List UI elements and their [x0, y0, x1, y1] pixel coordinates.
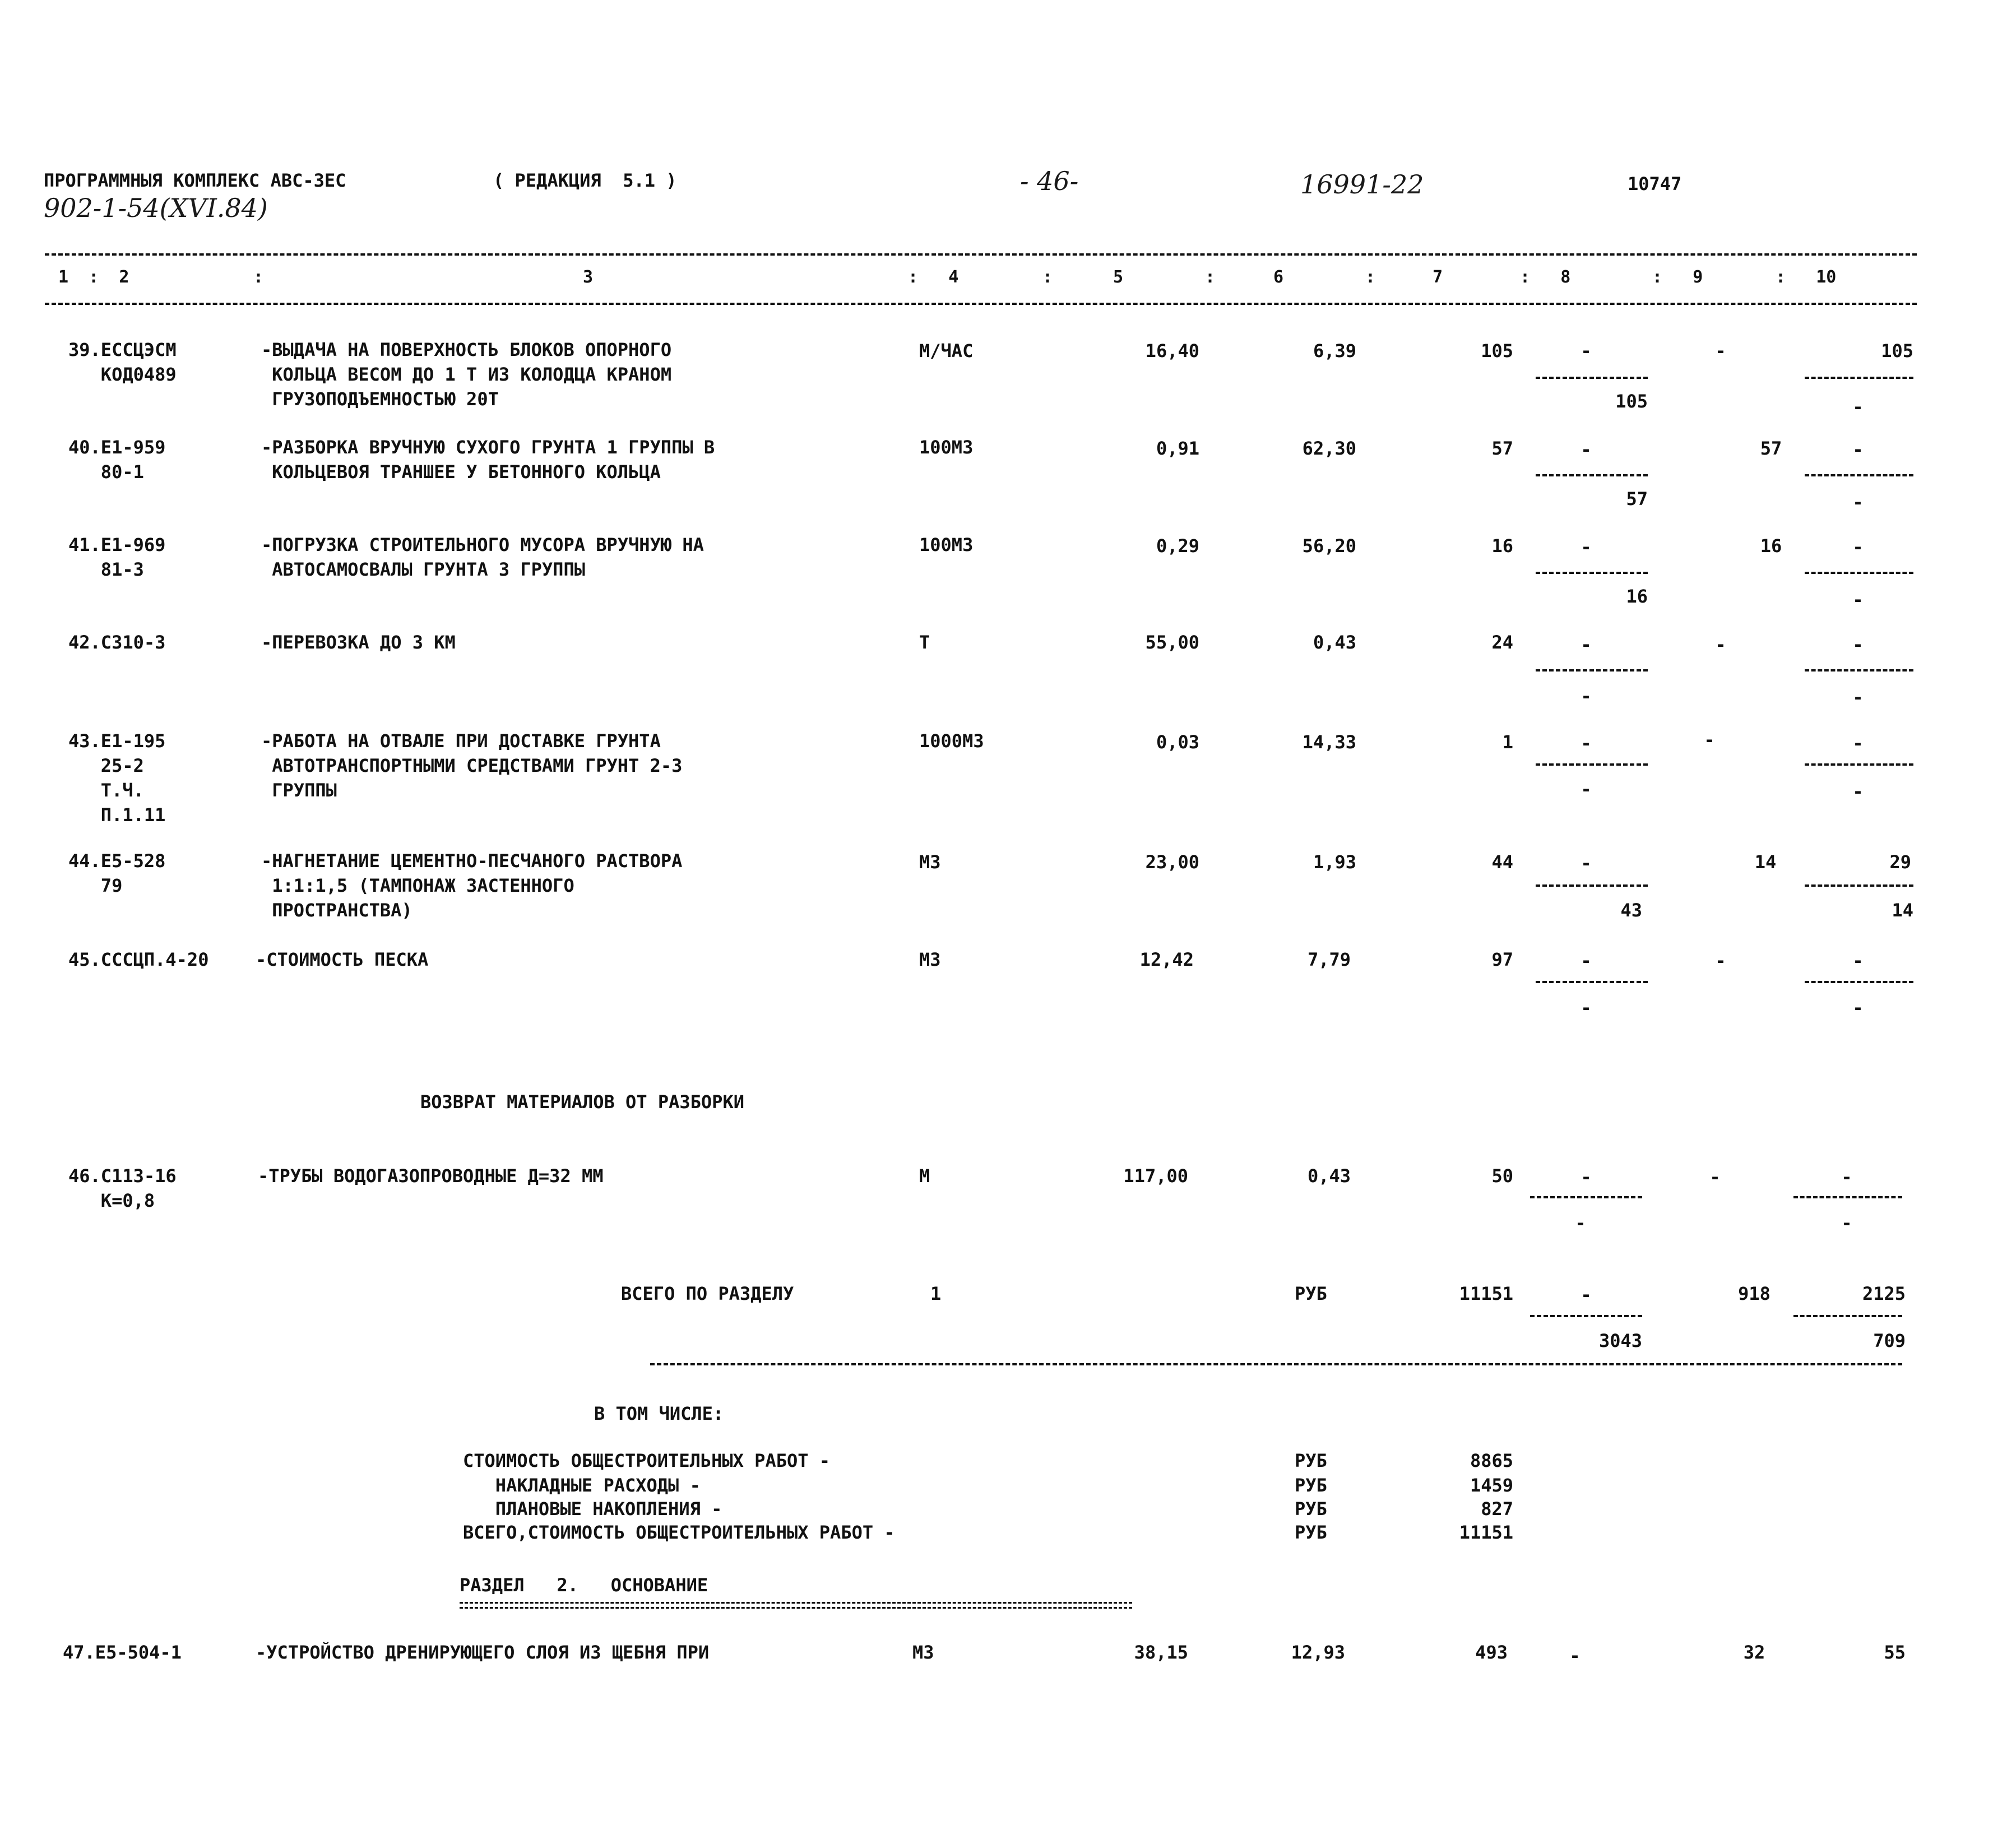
- col-sep: :: [1365, 267, 1376, 287]
- document-code: 16991-22: [1300, 169, 1424, 200]
- row-total: 16: [1491, 535, 1513, 557]
- row-col8-rule: [1536, 377, 1648, 379]
- row-col8-bottom: -: [1575, 1212, 1586, 1234]
- page-number: - 46-: [1020, 166, 1079, 196]
- totals-divider: [650, 1363, 1902, 1365]
- row-quantity: 0,29: [1156, 535, 1199, 557]
- col-1-2: 1 : 2: [58, 267, 129, 287]
- row-description: -ТРУБЫ ВОДОГАЗОПРОВОДНЫЕ Д=32 ММ: [258, 1165, 604, 1187]
- row-col8-bottom: 57: [1626, 488, 1648, 510]
- row-col8-top: -: [1581, 340, 1592, 362]
- row-col9: -: [1715, 340, 1726, 362]
- row-total: 105: [1481, 340, 1513, 362]
- row-col10-rule: [1805, 884, 1913, 887]
- row-col8-rule: [1530, 1196, 1642, 1198]
- row-quantity: 0,03: [1156, 731, 1199, 753]
- row-description: -СТОИМОСТЬ ПЕСКА: [256, 949, 429, 970]
- row-unit-price: 62,30: [1302, 438, 1356, 459]
- col-5: 5: [1113, 267, 1124, 287]
- row-col10-top: -: [1852, 536, 1864, 558]
- row-col8-top: -: [1581, 1166, 1592, 1188]
- row-col8-bottom: 16: [1626, 586, 1648, 607]
- row-col9: 14: [1754, 851, 1777, 873]
- col-8: : 8: [1520, 267, 1571, 287]
- totals-col8-rule: [1530, 1315, 1642, 1317]
- row-code: 46.С113-16 К=0,8: [68, 1165, 177, 1211]
- row-col8-top: -: [1581, 536, 1592, 558]
- row-col10-bottom: -: [1852, 396, 1864, 418]
- header-rule-bottom: [45, 303, 1917, 305]
- row-unit-price: 0,43: [1307, 1165, 1351, 1187]
- row-code: 40.Е1-959 80-1: [68, 437, 166, 483]
- totals-col9: 918: [1738, 1283, 1770, 1304]
- col-10: : 10: [1776, 267, 1837, 287]
- row-col9: 16: [1760, 535, 1782, 557]
- row-col10-rule: [1805, 474, 1913, 476]
- totals-section-number: 1: [930, 1283, 942, 1304]
- row-col8-bottom: -: [1581, 997, 1592, 1018]
- row-col10-bottom: -: [1852, 589, 1864, 610]
- row-code: 45.СССЦП.4-20: [68, 949, 209, 970]
- row-quantity: 117,00: [1123, 1165, 1188, 1187]
- totals-col10-rule: [1793, 1315, 1902, 1317]
- row-quantity: 16,40: [1145, 340, 1199, 362]
- row-col8-top: -: [1581, 733, 1592, 754]
- row-total: 1: [1502, 731, 1513, 753]
- row-col10-top: -: [1852, 439, 1864, 460]
- totals-col8-top: -: [1581, 1284, 1592, 1305]
- including-line-value: 1459: [1470, 1475, 1513, 1496]
- row-description: -ПОГРУЗКА СТРОИТЕЛЬНОГО МУСОРА ВРУЧНУЮ НА АВТОСАМОСВАЛЫ ГРУНТА 3 ГРУППЫ: [261, 534, 704, 580]
- row-unit-price: 6,39: [1313, 340, 1356, 362]
- row-quantity: 55,00: [1145, 632, 1199, 653]
- row-quantity: 23,00: [1145, 851, 1199, 873]
- row-description: -НАГНЕТАНИЕ ЦЕМЕНТНО-ПЕСЧАНОГО РАСТВОРА 1:1:1,5 (ТАМПОНАЖ ЗАСТЕННОГО ПРОСТРАНСТВА): [261, 850, 683, 921]
- row-col10-bottom: -: [1852, 997, 1864, 1018]
- row-code: 44.Е5-528 79: [68, 850, 166, 896]
- row-code: 47.Е5-504-1: [63, 1642, 182, 1663]
- row-col8-rule: [1536, 669, 1648, 671]
- row-description: -ВЫДАЧА НА ПОВЕРХНОСТЬ БЛОКОВ ОПОРНОГО КОЛЬЦА ВЕСОМ ДО 1 Т ИЗ КОЛОДЦА КРАНОМ ГРУЗОПОДЪЕМНОСТЬЮ 20Т: [261, 339, 672, 410]
- row-col9: -: [1709, 1166, 1721, 1188]
- row-col8-bottom: 105: [1615, 391, 1648, 412]
- row-col8-bottom: 43: [1620, 900, 1642, 921]
- including-line-value: 8865: [1470, 1450, 1513, 1471]
- row-total: 57: [1491, 438, 1513, 459]
- section-heading: ВОЗВРАТ МАТЕРИАЛОВ ОТ РАЗБОРКИ: [420, 1091, 744, 1113]
- including-line-unit: РУБ: [1295, 1450, 1327, 1471]
- row-unit: М3: [919, 949, 941, 970]
- row-unit-price: 0,43: [1313, 632, 1356, 653]
- row-unit-price: 56,20: [1302, 535, 1356, 557]
- document-number: 10747: [1628, 173, 1682, 194]
- row-code: 42.С310-3: [68, 632, 166, 653]
- row-code: 43.Е1-195 25-2 Т.Ч. П.1.11: [68, 730, 166, 826]
- row-col9: 32: [1743, 1642, 1765, 1663]
- program-title: ПРОГРАММНЫЯ КОМПЛЕКС АВС-ЗЕС: [44, 170, 346, 191]
- row-col8-rule: [1536, 763, 1648, 766]
- row-col8-bottom: -: [1581, 779, 1592, 800]
- col-6: 6: [1273, 267, 1284, 287]
- row-col10-rule: [1805, 763, 1913, 766]
- edition-label: ( РЕДАКЦИЯ 5.1 ): [493, 170, 677, 191]
- col-sep: :: [1205, 267, 1216, 287]
- row-col10-top: 105: [1881, 340, 1913, 362]
- including-label: В ТОМ ЧИСЛЕ:: [594, 1403, 724, 1424]
- row-quantity: 12,42: [1139, 949, 1194, 970]
- row-description: -РАБОТА НА ОТВАЛЕ ПРИ ДОСТАВКЕ ГРУНТА АВТОТРАНСПОРТНЫМИ СРЕДСТВАМИ ГРУНТ 2-3 ГРУППЫ: [261, 730, 683, 801]
- row-col8-top: -: [1581, 950, 1592, 971]
- including-line-unit: РУБ: [1295, 1475, 1327, 1496]
- row-col9: -: [1715, 950, 1726, 971]
- col-sep: :: [253, 267, 264, 287]
- row-unit-price: 1,93: [1313, 851, 1356, 873]
- row-total: 97: [1491, 949, 1513, 970]
- col-sep: :: [1042, 267, 1053, 287]
- row-col8: -: [1569, 1645, 1581, 1666]
- row-code: 39.ЕССЦЭСМ КОД0489: [68, 339, 177, 385]
- row-total: 50: [1491, 1165, 1513, 1187]
- col-3: 3: [583, 267, 594, 287]
- including-line-text: ПЛАНОВЫЕ НАКОПЛЕНИЯ -: [463, 1498, 722, 1520]
- row-col9: -: [1704, 729, 1715, 751]
- row-unit: М3: [912, 1642, 934, 1663]
- row-col10: 55: [1884, 1642, 1906, 1663]
- header-rule-top: [45, 253, 1917, 256]
- row-unit: 100М3: [919, 437, 974, 458]
- row-col8-top: -: [1581, 853, 1592, 874]
- row-unit-price: 7,79: [1307, 949, 1351, 970]
- row-col8-rule: [1536, 884, 1648, 887]
- row-col10-bottom: -: [1841, 1212, 1852, 1234]
- row-col9: -: [1715, 634, 1726, 655]
- row-total: 493: [1475, 1642, 1508, 1663]
- row-col10-top: -: [1852, 733, 1864, 754]
- including-line-text: НАКЛАДНЫЕ РАСХОДЫ -: [463, 1475, 701, 1496]
- row-col10-rule: [1805, 572, 1913, 574]
- including-line-value: 11151: [1459, 1522, 1513, 1543]
- row-col10-bottom: 14: [1892, 900, 1913, 921]
- including-line-unit: РУБ: [1295, 1522, 1327, 1543]
- row-col10-rule: [1805, 377, 1913, 379]
- row-col8-rule: [1536, 572, 1648, 574]
- row-col10-rule: [1805, 669, 1913, 671]
- row-total: 44: [1491, 851, 1513, 873]
- row-unit: М3: [919, 851, 941, 873]
- row-description: -ПЕРЕВОЗКА ДО 3 КМ: [261, 632, 456, 653]
- row-unit: Т: [919, 632, 930, 653]
- including-line-unit: РУБ: [1295, 1498, 1327, 1520]
- row-unit: 1000М3: [919, 730, 984, 752]
- project-code: 902-1-54(XVI.84): [44, 193, 268, 223]
- row-col8-bottom: -: [1581, 686, 1592, 707]
- including-line-text: ВСЕГО,СТОИМОСТЬ ОБЩЕСТРОИТЕЛЬНЫХ РАБОТ -: [463, 1522, 895, 1543]
- including-line-value: 827: [1481, 1498, 1513, 1520]
- row-col10-rule: [1805, 981, 1913, 983]
- row-unit-price: 12,93: [1291, 1642, 1345, 1663]
- row-unit: М/ЧАС: [919, 340, 974, 362]
- col-4: : 4: [908, 267, 959, 287]
- row-col9: 57: [1760, 438, 1782, 459]
- row-col10-top: -: [1852, 950, 1864, 971]
- totals-col10-bottom: 709: [1873, 1330, 1906, 1351]
- col-9: : 9: [1652, 267, 1703, 287]
- row-col10-rule: [1793, 1196, 1902, 1198]
- row-col10-bottom: -: [1852, 781, 1864, 802]
- row-col8-top: -: [1581, 634, 1592, 655]
- row-unit: 100М3: [919, 534, 974, 555]
- row-code: 41.Е1-969 81-3: [68, 534, 166, 580]
- row-total: 24: [1491, 632, 1513, 653]
- row-description: -УСТРОЙСТВО ДРЕНИРУЮЩЕГО СЛОЯ ИЗ ЩЕБНЯ ПРИ: [256, 1642, 710, 1663]
- row-col10-bottom: -: [1852, 492, 1864, 513]
- row-quantity: 0,91: [1156, 438, 1199, 459]
- row-unit-price: 14,33: [1302, 731, 1356, 753]
- row-col10-top: -: [1841, 1166, 1852, 1188]
- totals-total: 11151: [1459, 1283, 1513, 1304]
- row-col10-bottom: -: [1852, 687, 1864, 708]
- row-quantity: 38,15: [1134, 1642, 1188, 1663]
- row-col8-top: -: [1581, 439, 1592, 460]
- row-unit: М: [919, 1165, 930, 1187]
- row-col8-rule: [1536, 474, 1648, 476]
- totals-col8-bottom: 3043: [1598, 1330, 1642, 1351]
- row-col10-top: -: [1852, 634, 1864, 655]
- row-col10-top: 29: [1889, 851, 1911, 873]
- section-2-title: РАЗДЕЛ 2. ОСНОВАНИЕ: [460, 1574, 708, 1596]
- totals-col10-top: 2125: [1862, 1283, 1906, 1304]
- col-7: 7: [1433, 267, 1443, 287]
- section-2-underline: [460, 1602, 1132, 1609]
- totals-unit: РУБ: [1295, 1283, 1327, 1304]
- totals-label: ВСЕГО ПО РАЗДЕЛУ: [621, 1283, 794, 1304]
- row-col8-rule: [1536, 981, 1648, 983]
- row-description: -РАЗБОРКА ВРУЧНУЮ СУХОГО ГРУНТА 1 ГРУППЫ В КОЛЬЦЕВОЯ ТРАНШЕЕ У БЕТОННОГО КОЛЬЦА: [261, 437, 715, 483]
- including-line-text: СТОИМОСТЬ ОБЩЕСТРОИТЕЛЬНЫХ РАБОТ -: [463, 1450, 831, 1471]
